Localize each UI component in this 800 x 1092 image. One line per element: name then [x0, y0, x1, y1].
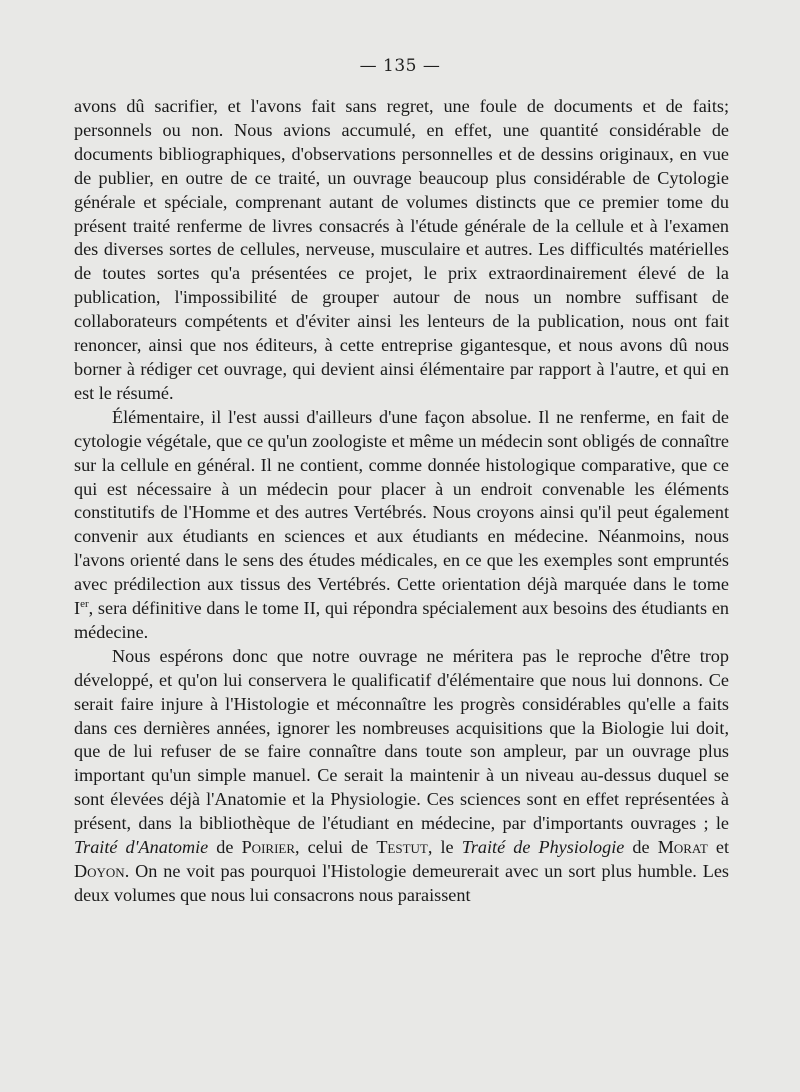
paragraph-3-seg4: , le: [427, 837, 462, 858]
title-traite-physiologie: Traité de Physiologie: [461, 837, 625, 858]
author-doyon: Doyon: [74, 861, 125, 881]
paragraph-3-seg5: de: [624, 837, 658, 858]
author-testut: Testut: [376, 837, 428, 858]
paragraph-3-seg1: Nous espérons donc que notre ouvrage ne méritera pas le reproche d'être trop développé, et qu'on lui conservera le qualificatif d'élémentaire que nous lui donnons. Ce serait faire injure à l'Histologie et méconnaître les progrès considérables qu'elle a faits dans ces dernières années, ignorer les nombreuses acquisitions que la Biologie lui doit, que de lui refuser de se faire connaître dans toute son ampleur, par un ouvrage plus important qu'un simple manuel. Ce serait la maintenir à un niveau au-dessus duquel se sont élevées déjà l'Anatomie et la Physiologie. Ces sciences sont en effet représentées à présent, dans la bibliothèque de l'étudiant en médecine, par d'importants ouvrages ; le: [74, 645, 729, 834]
paragraph-2: [74, 406, 729, 645]
superscript-er: er: [80, 597, 89, 610]
paragraph-3: [74, 645, 729, 908]
author-poirier: Poirier: [241, 837, 296, 858]
body-text: [74, 95, 729, 908]
author-morat: Morat: [657, 837, 708, 858]
paragraph-3-seg7: . On ne voit pas pourquoi l'Histologie demeurerait avec un sort plus humble. Les deux volumes que nous lui consacrons nous paraissent: [74, 861, 729, 905]
paragraph-3-seg6: et: [707, 837, 730, 858]
page-number: — 135 —: [359, 56, 441, 76]
paragraph-1: avons dû sacrifier, et l'avons fait sans regret, une foule de documents et de faits; personnels ou non. Nous avions accumulé, en effet, une quantité considérable de documents bibliographiques, d'observations personnelles et de dessins originaux, en vue de publier, en outre de ce traité, un ouvrage beaucoup plus considérable de Cytologie générale et spéciale, comprenant autant de volumes distincts que ce premier tome du présent traité renferme de livres consacrés à l'étude générale de la cellule et à l'examen des diverses sortes de cellules, nerveuse, musculaire et autres. Les difficultés matérielles de toutes sortes qu'a présentées ce projet, le prix extraordinairement élevé de la publication, l'impossibilité de grouper autour de nous un nombre suffisant de collaborateurs compétents et d'éviter ainsi les lenteurs de la publication, nous ont fait renoncer, ainsi que nos éditeurs, à cette entreprise gigantesque, et nous avons dû nous borner à rédiger cet ouvrage, qui devient ainsi élémentaire par rapport à l'autre, et qui en est le résumé.: [74, 96, 729, 403]
paragraph-3-seg2: de: [208, 837, 242, 858]
paragraph-2-text: Élémentaire, il l'est aussi d'ailleurs d'une façon absolue. Il ne renferme, en fait de cytologie végétale, que ce qu'un zoologiste et même un médecin sont obligés de connaître sur la cellule en général. Il ne contient, comme donnée histologique comparative, que ce qui est nécessaire à un médecin pour placer à un endroit convenable les éléments constitutifs de l'Homme et des autres Vertébrés. Nous croyons ainsi qu'il peut également convenir aux étudiants en sciences et aux étudiants en médecine. Néanmoins, nous l'avons orienté dans le sens des études médicales, en ce que les exemples sont empruntés avec prédilection aux tissus des Vertébrés. Cette orientation déjà marquée dans le tome I: [74, 406, 729, 619]
paragraph-2-text-end: , sera définitive dans le tome II, qui répondra spécialement aux besoins des étudiants en médecine.: [74, 598, 729, 642]
paragraph-3-seg3: , celui de: [295, 837, 377, 858]
title-traite-anatomie: Traité d'Anatomie: [74, 837, 209, 858]
